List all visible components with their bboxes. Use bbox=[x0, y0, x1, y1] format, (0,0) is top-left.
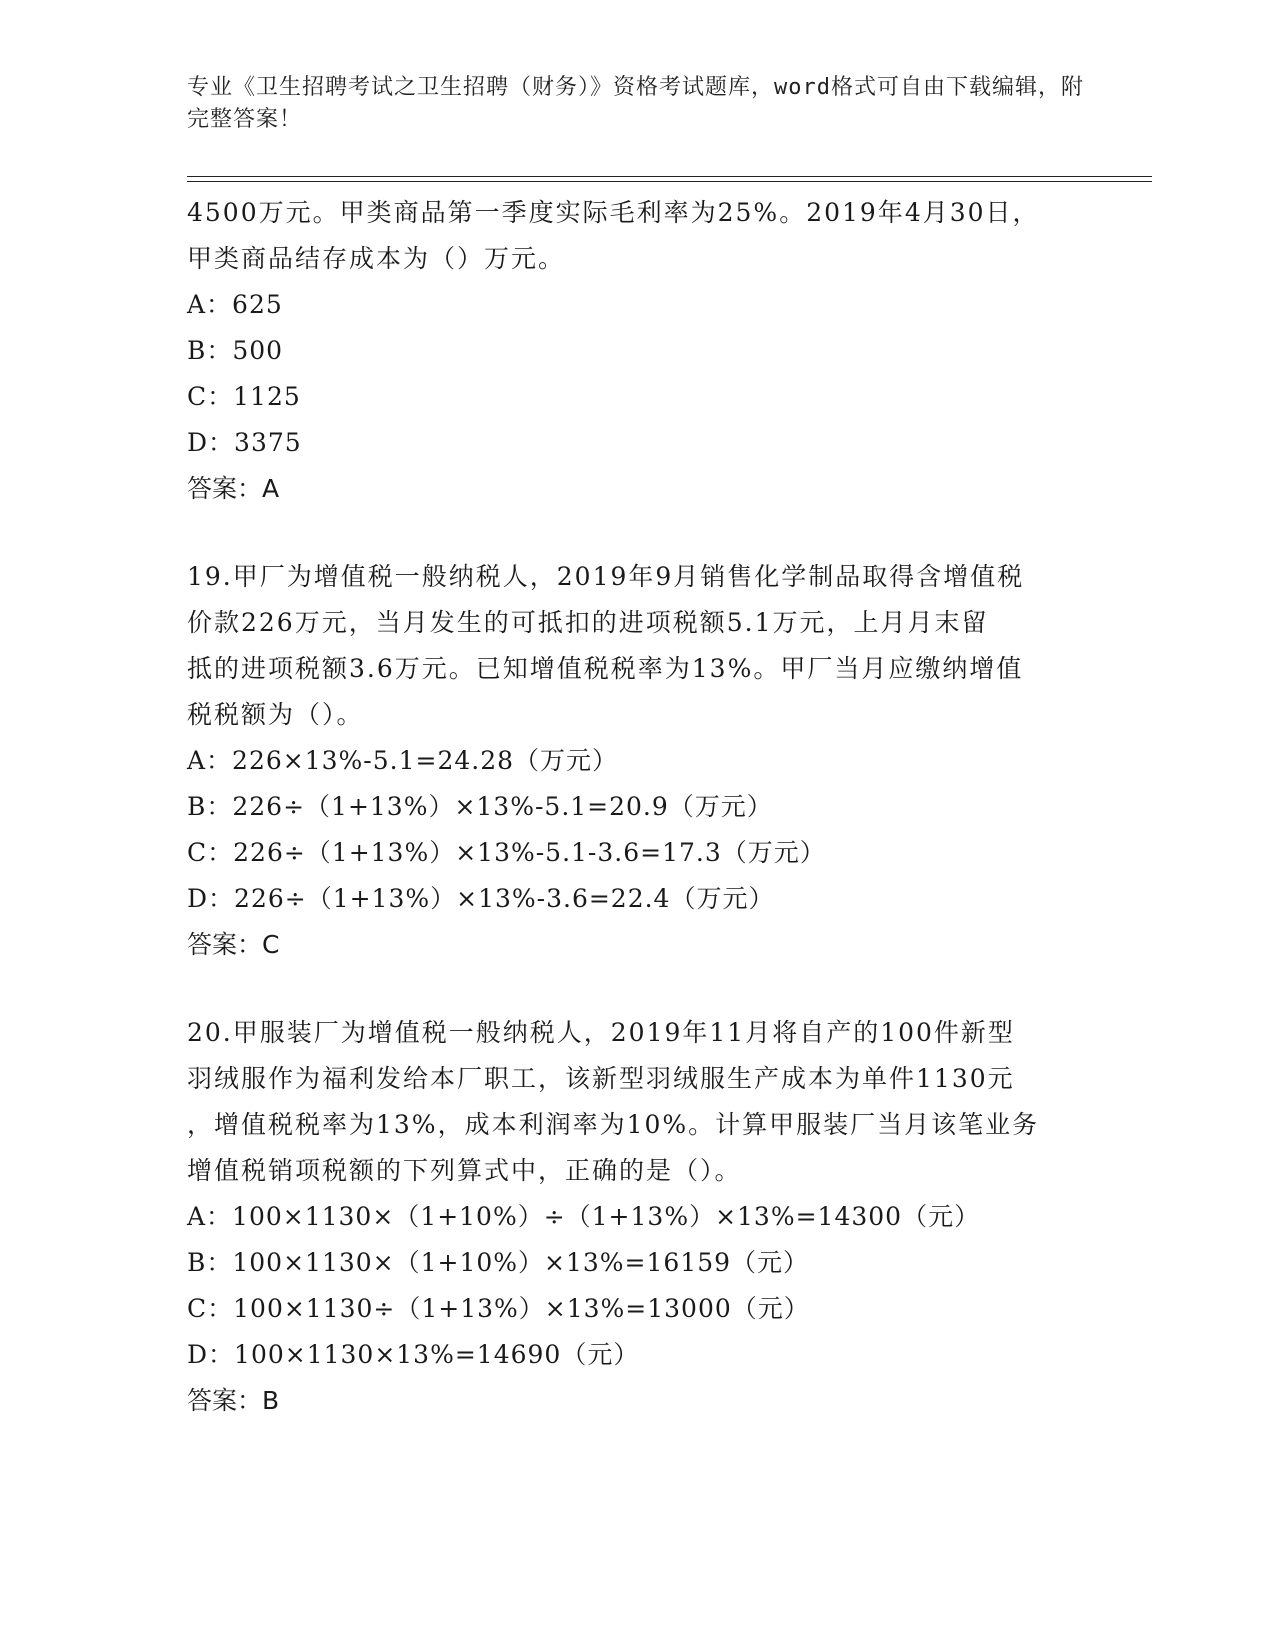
page-header bbox=[187, 72, 1087, 136]
question-list bbox=[187, 190, 1087, 1424]
option-d: D：100×1130×13%=14690（元） bbox=[187, 1340, 640, 1369]
option-b: B：100×1130×（1+10%）×13%=16159（元） bbox=[187, 1248, 810, 1277]
question-stem-line: 19.甲厂为增值税一般纳税人，2019年9月销售化学制品取得含增值税 bbox=[187, 562, 1025, 591]
question-stem-line: 20.甲服装厂为增值税一般纳税人，2019年11月将自产的100件新型 bbox=[187, 1018, 1015, 1047]
question-stem-line: 甲类商品结存成本为（）万元。 bbox=[187, 244, 566, 273]
question-item bbox=[187, 1010, 1087, 1424]
question-item bbox=[187, 554, 1087, 968]
question-spacer bbox=[187, 512, 1087, 554]
header-divider bbox=[187, 176, 1152, 177]
question-spacer bbox=[187, 968, 1087, 1010]
option-a: A：625 bbox=[187, 290, 283, 319]
question-stem-line: 4500万元。甲类商品第一季度实际毛利率为25%。2019年4月30日， bbox=[187, 198, 1040, 227]
option-c: C：226÷（1+13%）×13%-5.1-3.6=17.3（万元） bbox=[187, 838, 826, 867]
option-d: D：3375 bbox=[187, 428, 302, 457]
header-title: 专业《卫生招聘考试之卫生招聘（财务）》资格考试题库，word格式可自由下载编辑，附完整答案！ bbox=[187, 75, 1084, 132]
header-divider bbox=[187, 181, 1152, 182]
option-c: C：100×1130÷（1+13%）×13%=13000（元） bbox=[187, 1294, 810, 1323]
question-stem-line: 增值税销项税额的下列算式中，正确的是（）。 bbox=[187, 1156, 742, 1185]
option-c: C：1125 bbox=[187, 382, 301, 411]
question-item bbox=[187, 190, 1087, 512]
option-b: B：226÷（1+13%）×13%-5.1=20.9（万元） bbox=[187, 792, 773, 821]
question-stem-line: 税税额为（）。 bbox=[187, 700, 364, 729]
option-a: A：100×1130×（1+10%）÷（1+13%）×13%=14300（元） bbox=[187, 1202, 981, 1231]
question-stem-line: 抵的进项税额3.6万元。已知增值税税率为13%。甲厂当月应缴纳增值 bbox=[187, 654, 1024, 683]
option-b: B：500 bbox=[187, 336, 284, 365]
option-a: A：226×13%-5.1=24.28（万元） bbox=[187, 746, 619, 775]
answer-line: 答案：A bbox=[187, 474, 280, 503]
question-stem-line: 价款226万元，当月发生的可抵扣的进项税额5.1万元，上月月末留 bbox=[187, 608, 989, 637]
answer-line: 答案：B bbox=[187, 1386, 280, 1415]
option-d: D：226÷（1+13%）×13%-3.6=22.4（万元） bbox=[187, 884, 775, 913]
question-stem-line: 羽绒服作为福利发给本厂职工，该新型羽绒服生产成本为单件1130元 bbox=[187, 1064, 1015, 1093]
question-stem-line: ，增值税税率为13%，成本利润率为10%。计算甲服装厂当月该笔业务 bbox=[187, 1110, 1040, 1139]
answer-line: 答案：C bbox=[187, 930, 280, 959]
